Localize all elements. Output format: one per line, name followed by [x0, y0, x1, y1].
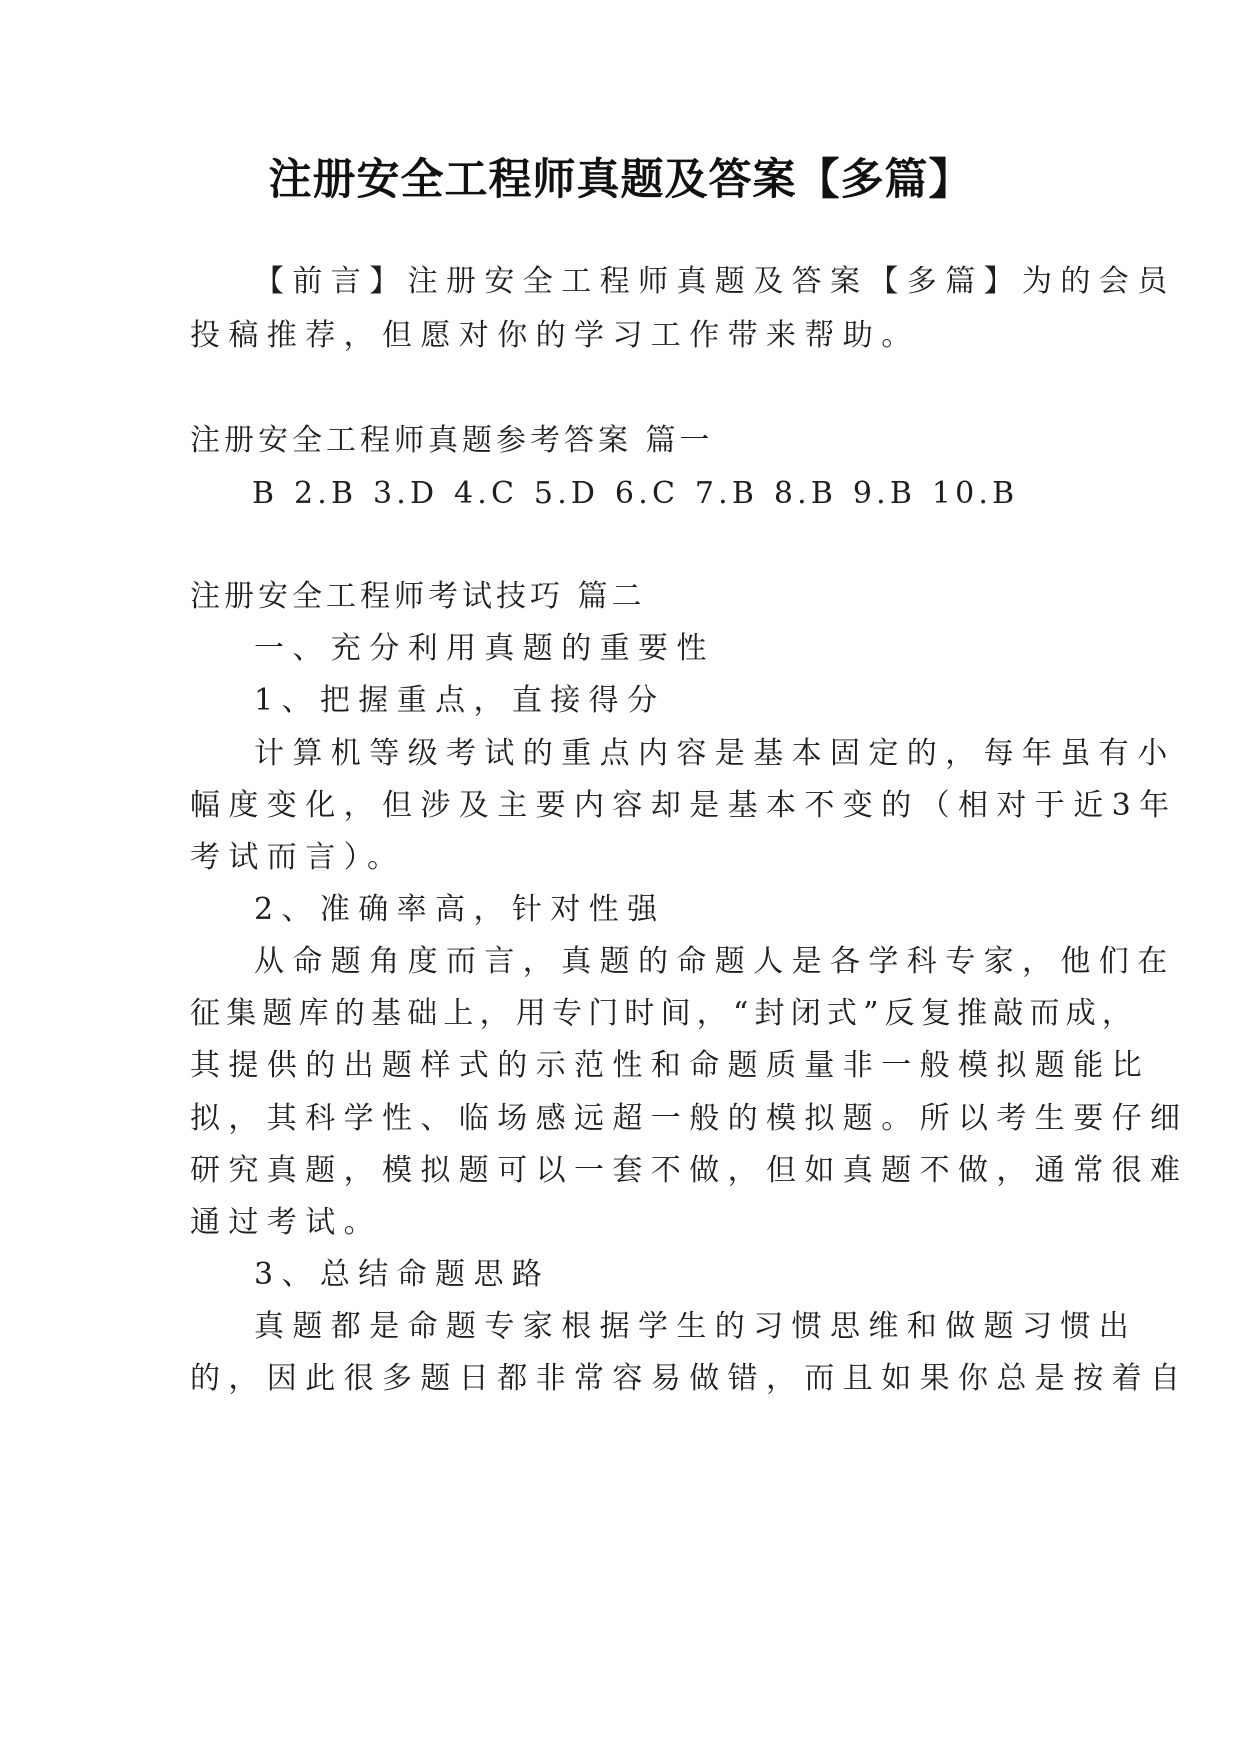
- paragraph-1-line: 计算机等级考试的重点内容是基本固定的，每年虽有小: [254, 736, 1176, 771]
- section-1-heading: 注册安全工程师真题参考答案 篇一: [190, 423, 714, 458]
- section-2-heading: 注册安全工程师考试技巧 篇二: [190, 579, 646, 614]
- item-3-heading: 3、总结命题思路: [254, 1257, 551, 1292]
- subheading-1: 一、充分利用真题的重要性: [254, 631, 715, 666]
- paragraph-2-line: 拟，其科学性、临场感远超一般的模拟题。所以考生要仔细: [190, 1101, 1189, 1136]
- paragraph-2-line: 从命题角度而言，真题的命题人是各学科专家，他们在: [254, 944, 1176, 979]
- document-title: 注册安全工程师真题及答案【多篇】: [268, 155, 973, 205]
- paragraph-2-line: 研究真题，模拟题可以一套不做，但如真题不做，通常很难: [190, 1153, 1189, 1188]
- item-2-heading: 2、准确率高，针对性强: [254, 892, 666, 927]
- preface-line-2: 投稿推荐，但愿对你的学习工作带来帮助。: [190, 318, 920, 353]
- paragraph-3-line: 真题都是命题专家根据学生的习惯思维和做题习惯出: [254, 1309, 1138, 1344]
- preface-line-1: 【前言】注册安全工程师真题及答案【多篇】为的会员: [254, 264, 1176, 299]
- item-1-heading: 1、把握重点，直接得分: [254, 683, 666, 718]
- paragraph-1-line: 考试而言）。: [190, 840, 406, 875]
- paragraph-1-line: 幅度变化，但涉及主要内容却是基本不变的（相对于近3年: [190, 788, 1178, 823]
- paragraph-2-line: 其提供的出题样式的示范性和命题质量非一般模拟题能比: [190, 1048, 1150, 1083]
- paragraph-3-line: 的，因此很多题日都非常容易做错，而且如果你总是按着自: [190, 1361, 1189, 1396]
- answer-key: B 2.B 3.D 4.C 5.D 6.C 7.B 8.B 9.B 10.B: [252, 476, 1019, 511]
- paragraph-2-line: 通过考试。: [190, 1205, 382, 1240]
- paragraph-2-line: 征集题库的基础上，用专门时间，“封闭式”反复推敲而成，: [190, 996, 1139, 1031]
